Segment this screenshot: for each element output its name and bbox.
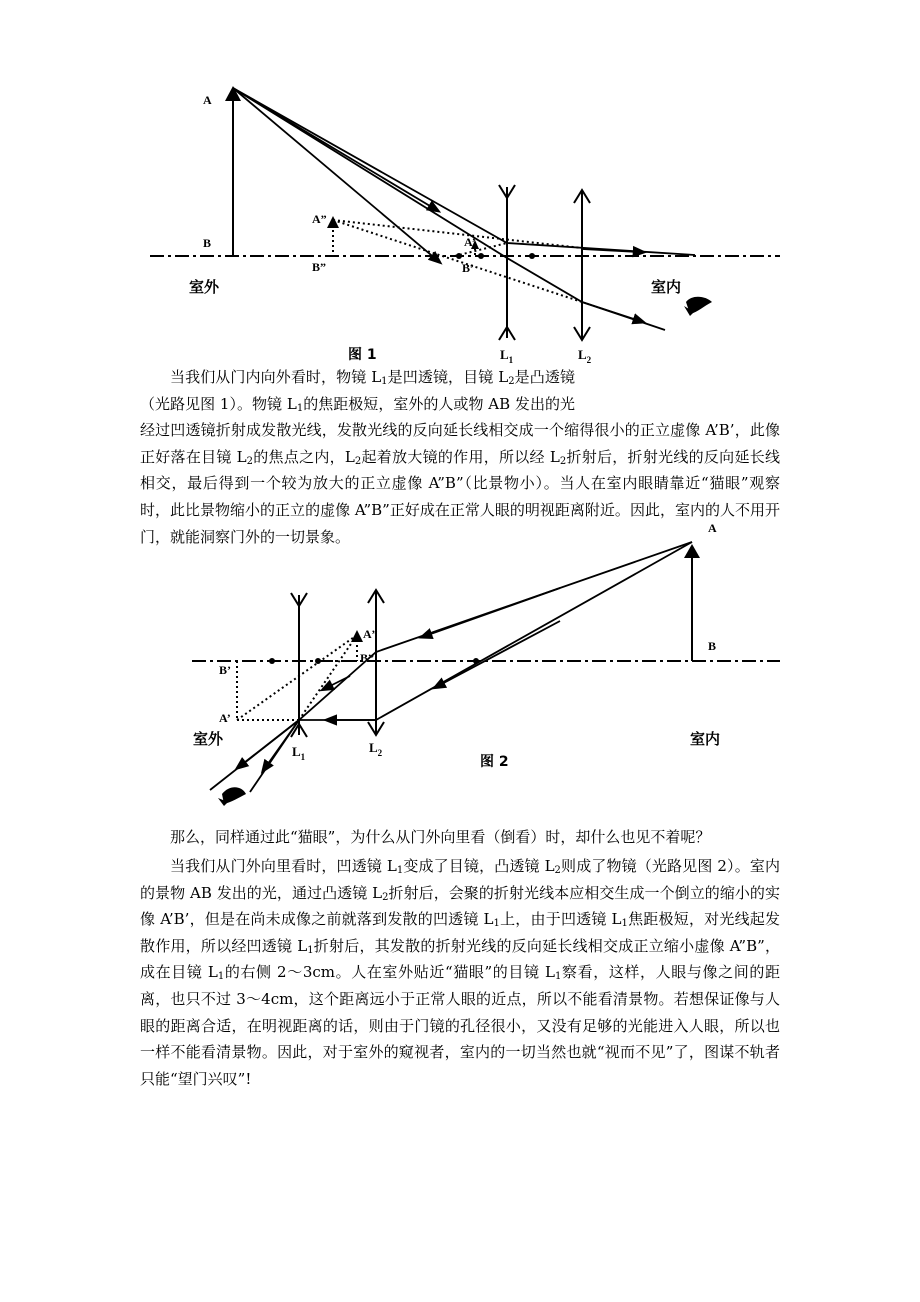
image-a2-arrow-head [351,630,363,642]
outside-label: 室外 [193,730,224,748]
figure-2-float-gap [575,364,780,410]
label-a: A [708,521,717,535]
eye-icon [218,787,246,806]
inside-label: 室内 [651,278,682,296]
label-b-double-prime: B” [360,651,375,665]
light-rays [210,542,692,792]
paragraph-3: 当我们从门外向里看时，凹透镜 $L_1$变成了目镜，凸透镜 $L_2$则成了物镜（光路见图 2）。室内的景物 AB 发出的光，通过凸透镜 $L_2$折射后，会聚的折射光线本应相交生成一个倒立的缩小的实像 A’B’，但是在尚未成像之前就落到发散的凹透镜 $L_1$上，由于凹透镜 $L_1$焦距极短，对光线起发散作用，所以经凹透镜 $L_1$折射后，其发散的折射光线的反向延长线相交成正立缩小虚像 A”B”，成在目镜 $L_1$的右侧 2～3cm。人在室外贴近“猫眼”的目镜 $L_1$察看，这样，人眼与像之间的距离，也只不过 3～4cm，这个距离远小于正常人眼的近点，所以不能看清景物。若想保证像与人眼的距离合适，在明视距离的话，则由于门镜的孔径很小，又没有足够的光能进入人眼，所以也一样不能看清景物。因此，对于室外的窥视者，室内的一切当然也就“视而不见”了，图谋不轨者只能“望门兴叹”! [140,857,780,1088]
label-a-prime: A’ [464,235,476,249]
label-a-prime: A’ [219,711,231,725]
label-a-double-prime: A” [363,627,378,641]
outside-label: 室外 [189,278,220,296]
figure-2-optical-diagram [0,521,920,820]
lens-l2-label: $L_2$ [369,740,383,758]
lens-l1-label: $L_1$ [500,347,514,365]
virtual-ray-extensions [333,220,582,302]
label-b: B [708,639,717,653]
figure-1-optical-diagram [0,0,920,365]
lens-l2-label: $L_2$ [578,347,592,365]
figure-1-caption: 图 1 [348,347,377,363]
label-b-double-prime: B” [312,260,327,274]
figure-2-caption: 图 2 [480,754,509,770]
label-a: A [203,93,212,107]
convex-lens-l2 [574,190,590,340]
label-b: B [203,236,212,250]
light-rays [233,88,695,330]
inside-label: 室内 [690,730,721,748]
concave-lens-l1 [499,185,515,340]
label-a-double-prime: A” [312,212,327,226]
label-b-prime: B’ [462,261,474,275]
lens-l1-label: $L_1$ [292,744,306,762]
virtual-ray-extensions [237,635,357,720]
paragraph-1: 当我们从门内向外看时，物镜 $L_1$是凹透镜，目镜 $L_2$是凸透镜（光路见图 1）。物镜 $L_1$的焦距极短，室外的人或物 AB 发出的光经过凹透镜折射成发散光线，发散光线的反向延长线相交成一个缩得很小的正立虚像 A’B’，此像正好落在目镜 $L_2$的焦点之内，$L_2$起着放大镜的作用，所以经 $L_2$折射后，折射光线的反向延长线相交，最后得到一个较为放大的正立虚像 A”B”（比景物小）。当人在室内眼睛靠近“猫眼”观察时，此比景物缩小的正立的虚像 A”B”正好成在正常人眼的明视距离附近。因此，室内的人不用开门，就能洞察门外的一切景象。 [140,364,780,550]
paragraph-2: 那么，同样通过此“猫眼”，为什么从门外向里看（倒看）时，却什么也见不着呢？ [170,828,711,846]
image-a2-arrow-head [327,216,339,228]
label-b-prime: B’ [219,663,231,677]
eye-icon [684,297,712,316]
